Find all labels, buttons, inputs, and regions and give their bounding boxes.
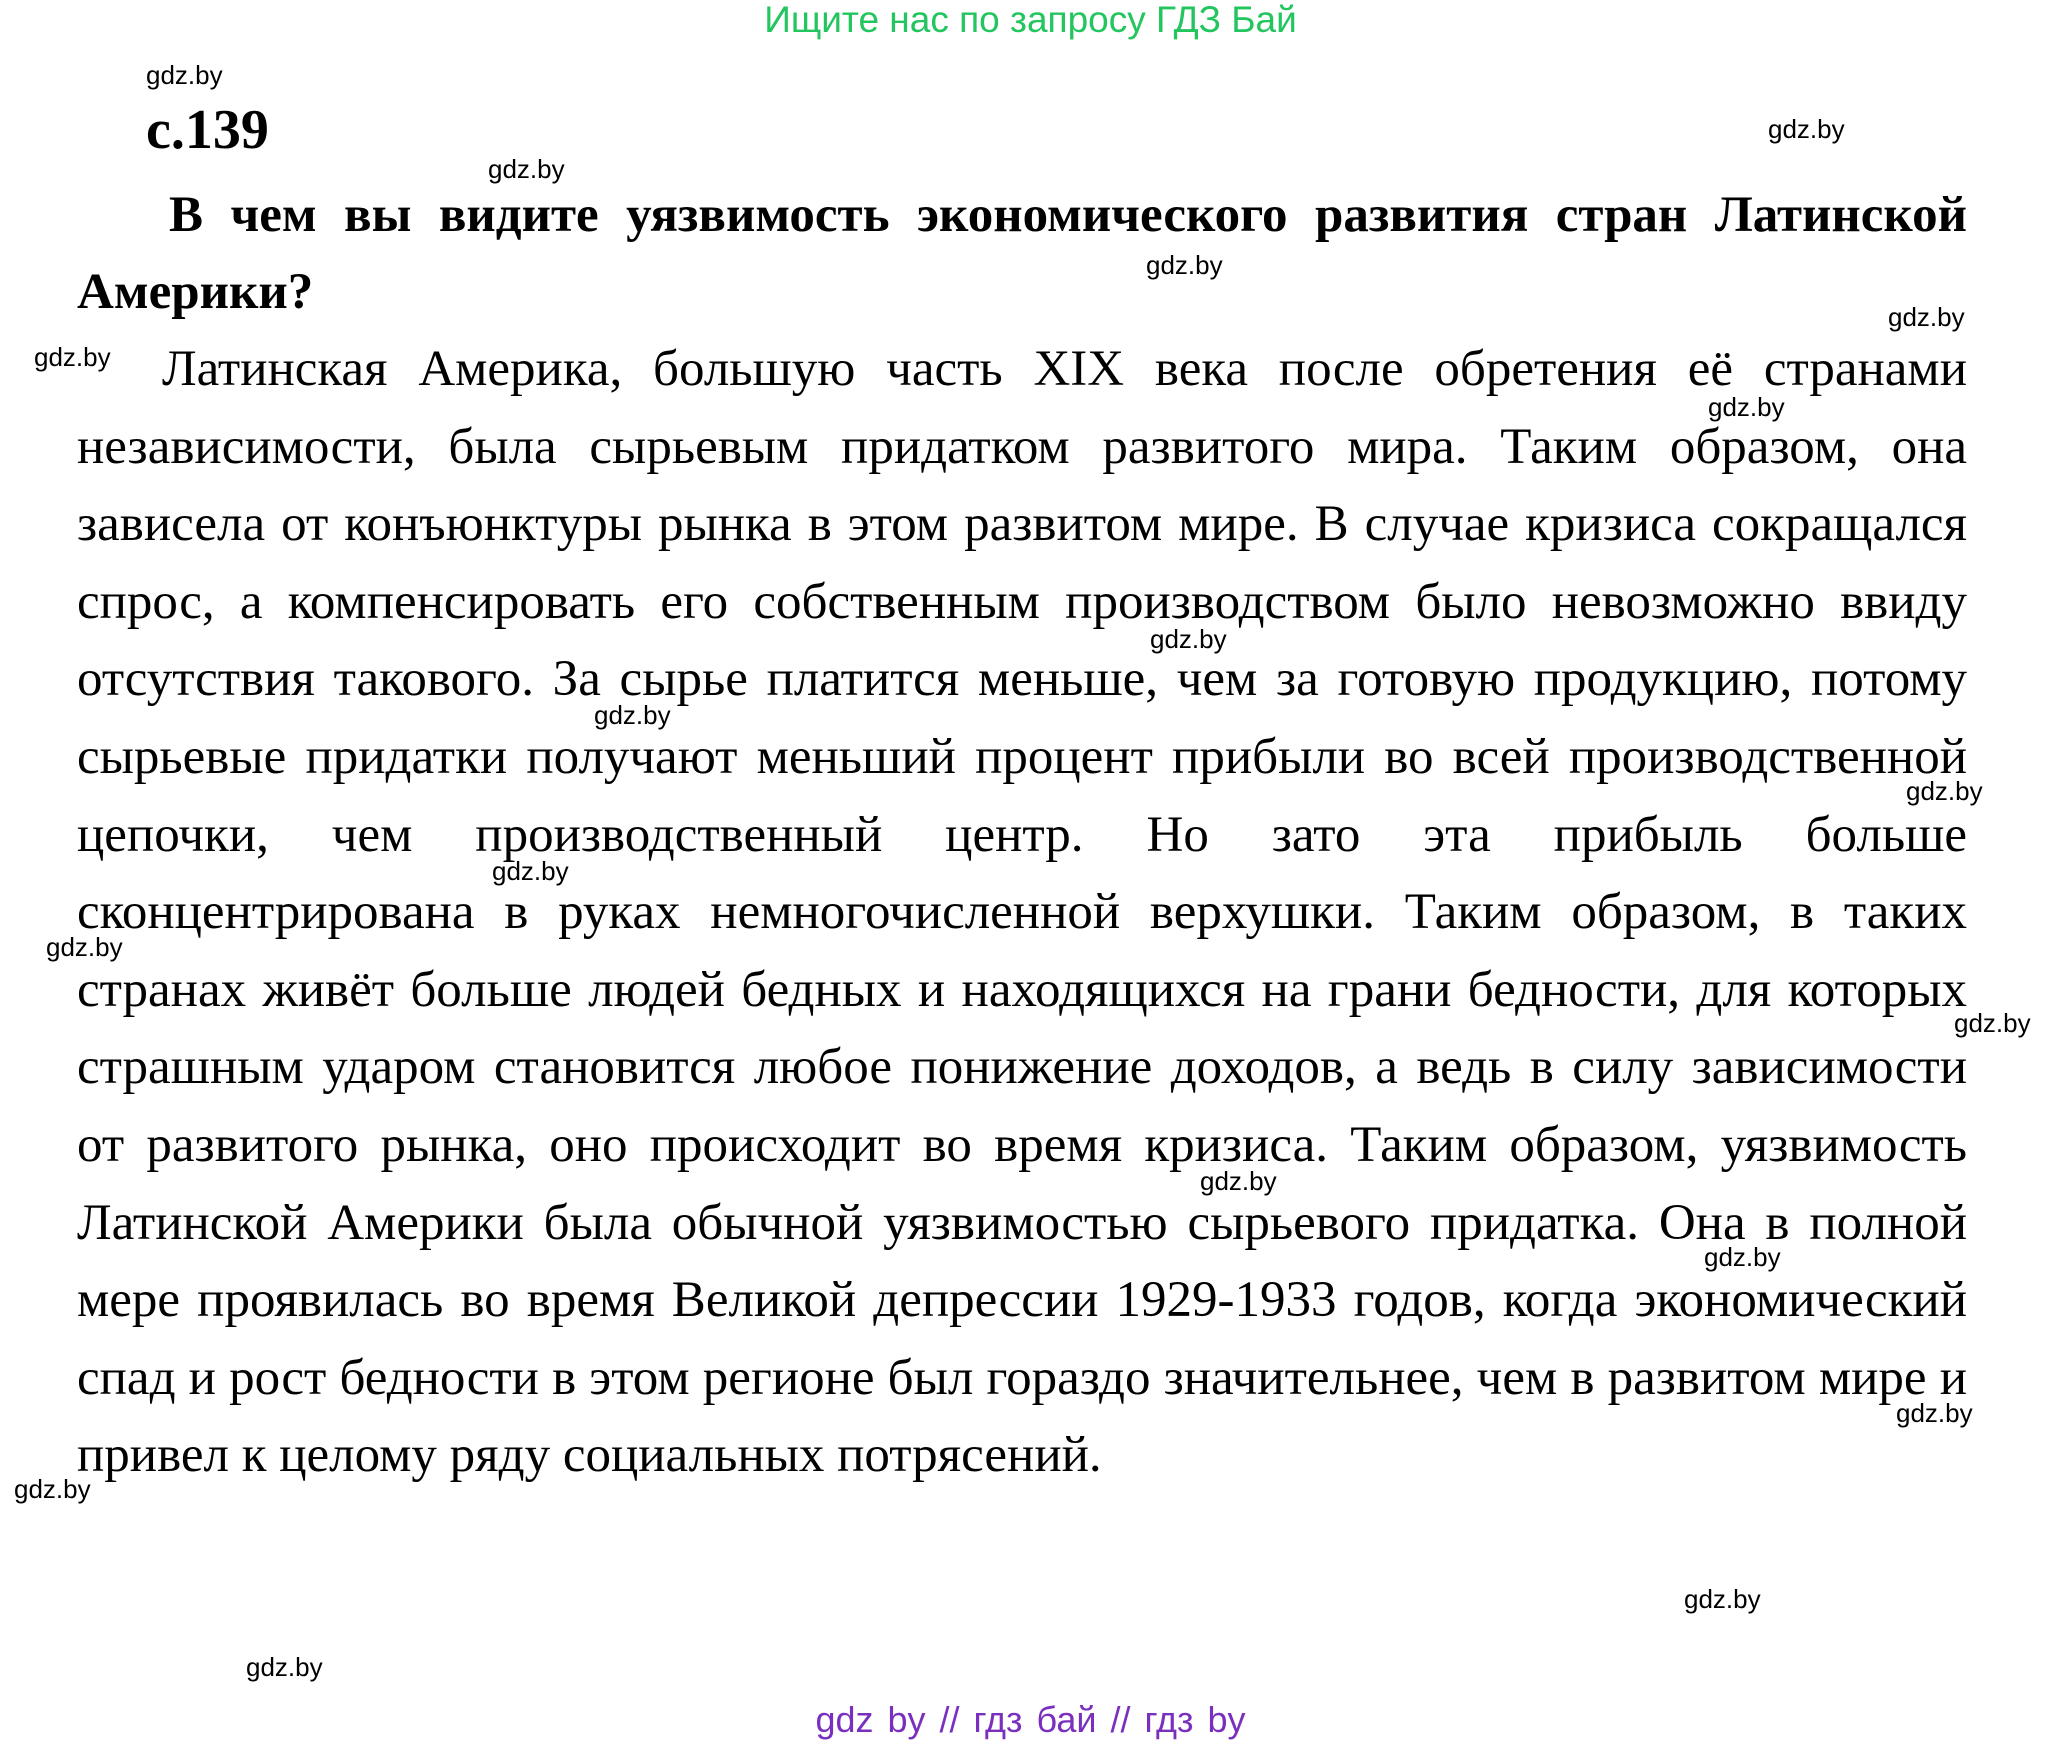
question-heading: В чем вы видите уязвимость экономического развития стран Латинской Америки? bbox=[77, 187, 1967, 320]
footer-links: gdz by // гдз бай // гдз by bbox=[815, 1699, 1246, 1740]
watermark-label: gdz.by bbox=[594, 700, 671, 730]
document-content bbox=[77, 177, 1967, 1495]
watermark-label: gdz.by bbox=[1200, 1166, 1277, 1196]
watermark-label: gdz.by bbox=[1888, 302, 1965, 332]
watermark-label: gdz.by bbox=[1896, 1398, 1973, 1428]
watermark-label: gdz.by bbox=[1150, 624, 1227, 654]
watermark-label: gdz.by bbox=[34, 342, 111, 372]
watermark-label: gdz.by bbox=[1768, 114, 1845, 144]
watermark-label: gdz.by bbox=[1954, 1008, 2031, 1038]
site-banner: Ищите нас по запросу ГДЗ Бай bbox=[764, 0, 1297, 40]
watermark-label: gdz.by bbox=[1708, 392, 1785, 422]
watermark-label: gdz.by bbox=[146, 60, 223, 90]
watermark-label: gdz.by bbox=[488, 154, 565, 184]
watermark-label: gdz.by bbox=[1906, 776, 1983, 806]
answer-paragraph: Латинская Америка, большую часть XIX века после обретения её странами независимости, была сырьевым придатком развитого мира. Таким образом, она зависела от конъюнктуры рынка в этом развитом мире. В случае кризиса сокращался спрос, а компенсировать его собственным производством было невозможно ввиду отсутствия такового. За сырье платится меньше, чем за готовую продукцию, потому сырьевые придатки получают меньший процент прибыли во всей производственной цепочки, чем производственный центр. Но зато эта прибыль больше сконцентрирована в руках немногочисленной верхушки. Таким образом, в таких странах живёт больше людей бедных и находящихся на грани бедности, для которых страшным ударом становится любое понижение доходов, а ведь в силу зависимости от развитого рынка, оно происходит во время кризиса. Таким образом, уязвимость Латинской Америки была обычной уязвимостью сырьевого придатка. Она в полной мере проявилась во время Великой депрессии 1929-1933 годов, когда экономический спад и рост бедности в этом регионе был гораздо значительнее, чем в развитом мире и привел к целому ряду социальных потрясений. bbox=[77, 341, 1967, 1484]
watermark-label: gdz.by bbox=[246, 1652, 323, 1682]
watermark-label: gdz.by bbox=[14, 1474, 91, 1504]
watermark-label: gdz.by bbox=[492, 856, 569, 886]
watermark-label: gdz.by bbox=[1704, 1242, 1781, 1272]
watermark-label: gdz.by bbox=[46, 932, 123, 962]
watermark-label: gdz.by bbox=[1146, 250, 1223, 280]
page-number: с.139 bbox=[146, 99, 269, 161]
watermark-label: gdz.by bbox=[1684, 1584, 1761, 1614]
